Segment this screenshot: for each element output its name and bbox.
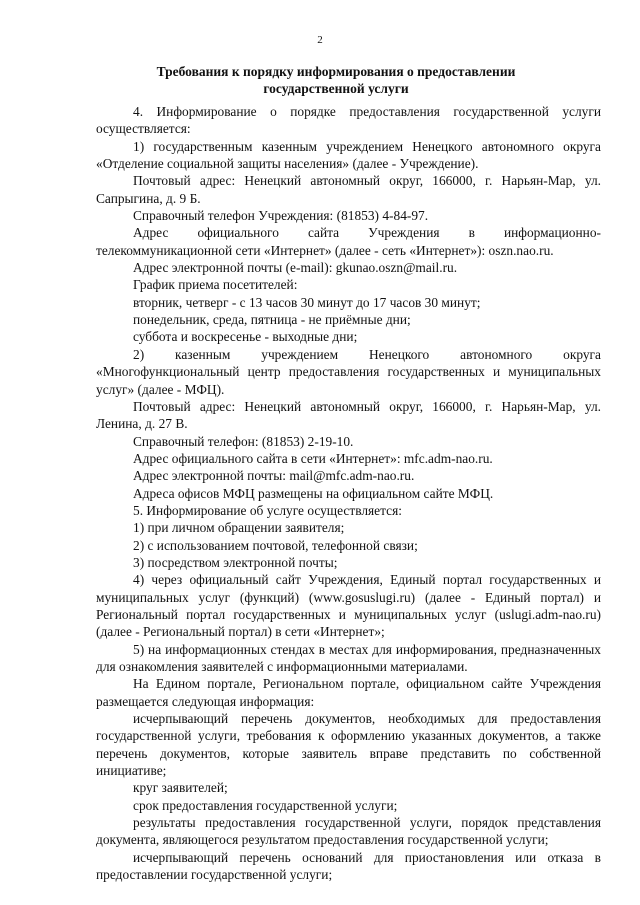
paragraph: Справочный телефон Учреждения: (81853) 4-84-97. bbox=[133, 208, 429, 224]
paragraph: Адрес официального сайта Учреждения в информационно-телекоммуникационной сети «Интернет» (далее - сеть «Интернет»): oszn.nao.ru. bbox=[96, 225, 601, 258]
paragraph: 3) посредством электронной почты; bbox=[133, 554, 338, 570]
paragraph: График приема посетителей: bbox=[133, 277, 298, 293]
paragraph: Адрес электронной почты: mail@mfc.adm-nao.ru. bbox=[133, 468, 415, 484]
paragraph: 4. Информирование о порядке предоставления государственной услуги осуществляется: bbox=[96, 104, 601, 137]
paragraph: 2) казенным учреждением Ненецкого автономного округа «Многофункциональный центр предоставления государственных и муниципальных услуг» (далее - МФЦ). bbox=[96, 346, 601, 397]
paragraph: круг заявителей; bbox=[133, 780, 228, 796]
section-title-line-1: Требования к порядку информирования о предоставлении bbox=[156, 64, 516, 79]
paragraph: 1) государственным казенным учреждением Ненецкого автономного округа «Отделение социальной защиты населения» (далее - Учреждение). bbox=[96, 138, 601, 172]
paragraph: исчерпывающий перечень оснований для приостановления или отказа в предоставлении государственной услуги; bbox=[96, 849, 601, 883]
paragraph: 1) при личном обращении заявителя; bbox=[133, 520, 345, 536]
page-number: 2 bbox=[317, 34, 323, 46]
paragraph: На Едином портале, Региональном портале, официальном сайте Учреждения размещается следующая информация: bbox=[96, 676, 601, 709]
paragraph: Адрес официального сайта в сети «Интернет»: mfc.adm-nao.ru. bbox=[133, 450, 493, 466]
section-title-line-2: государственной услуги bbox=[263, 81, 409, 96]
paragraph: Справочный телефон: (81853) 2-19-10. bbox=[133, 433, 354, 449]
document-body bbox=[96, 103, 601, 883]
paragraph: суббота и воскресенье - выходные дни; bbox=[133, 329, 358, 345]
paragraph: результаты предоставления государственной услуги, порядок представления документа, являющегося результатом предоставления государственной услуги; bbox=[96, 815, 601, 848]
paragraph: Почтовый адрес: Ненецкий автономный округ, 166000, г. Нарьян-Мар, ул. Сапрыгина, д. 9 Б. bbox=[96, 173, 601, 206]
paragraph: 2) с использованием почтовой, телефонной связи; bbox=[133, 537, 418, 553]
paragraph: исчерпывающий перечень документов, необходимых для предоставления государственной услуги, требования к оформлению указанных документов, а также перечень документов, которые заявитель вправе представить по собственной инициативе; bbox=[96, 711, 601, 779]
paragraph: понедельник, среда, пятница - не приёмные дни; bbox=[133, 312, 411, 328]
paragraph: Адрес электронной почты (e-mail): gkunao.oszn@mail.ru. bbox=[133, 260, 458, 276]
paragraph: Адреса офисов МФЦ размещены на официальном сайте МФЦ. bbox=[133, 485, 494, 501]
paragraph: Почтовый адрес: Ненецкий автономный округ, 166000, г. Нарьян-Мар, ул. Ленина, д. 27 В. bbox=[96, 398, 601, 432]
paragraph: вторник, четверг - с 13 часов 30 минут до 17 часов 30 минут; bbox=[133, 294, 481, 310]
paragraph: срок предоставления государственной услуги; bbox=[133, 797, 398, 813]
paragraph: 5) на информационных стендах в местах для информирования, предназначенных для ознакомления заявителей с информационными материалами. bbox=[96, 641, 601, 674]
paragraph: 4) через официальный сайт Учреждения, Единый портал государственных и муниципальных услуг (функций) (www.gosuslugi.ru) (далее - Единый портал) и Региональный портал государственных и муниципальных услуг (uslugi.adm-nao.ru) (далее - Региональный портал) в сети «Интернет»; bbox=[96, 572, 601, 640]
section-title bbox=[96, 63, 576, 97]
paragraph: 5. Информирование об услуге осуществляется: bbox=[133, 502, 402, 518]
